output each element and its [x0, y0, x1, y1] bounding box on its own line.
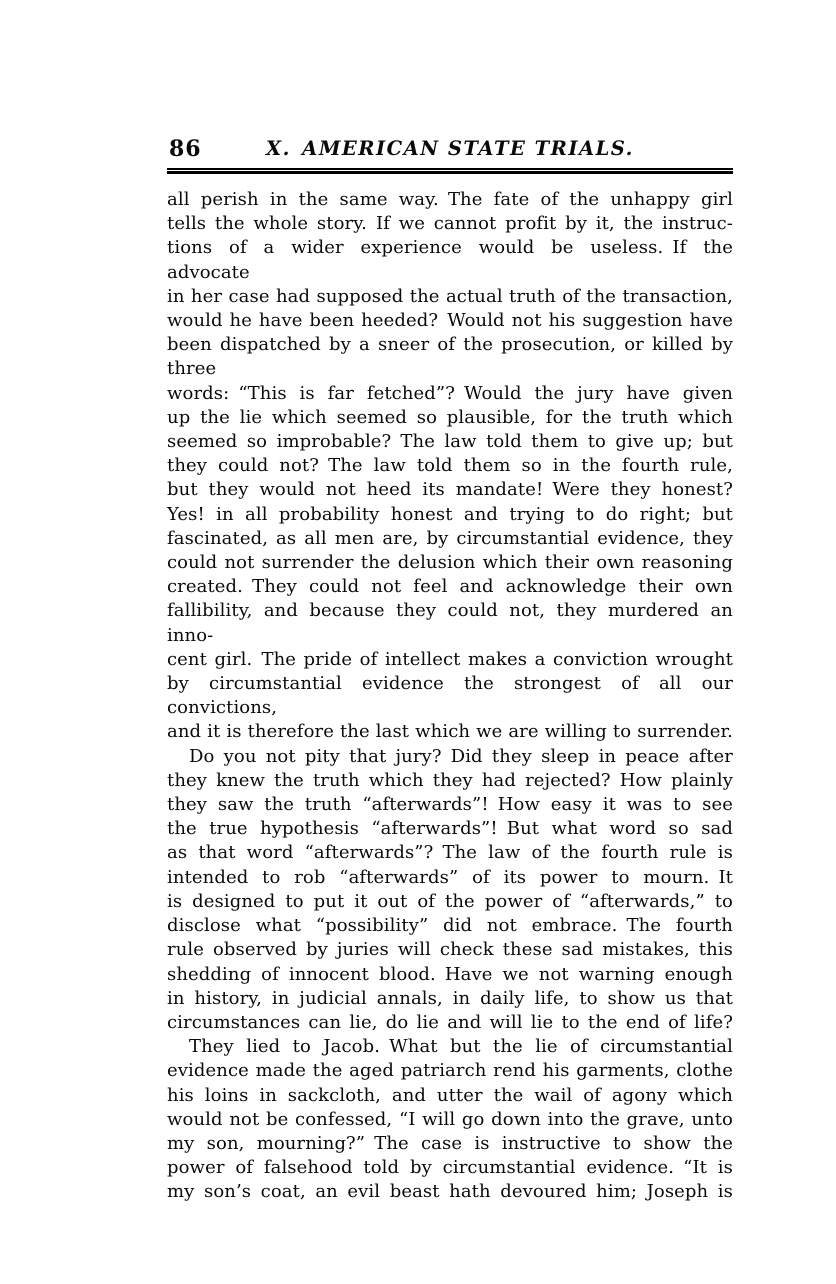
text-line: is designed to put it out of the power of “afterwards,” to: [167, 890, 733, 912]
text-line: and it is therefore the last which we are willing to surrender.: [167, 721, 733, 743]
text-line: all perish in the same way. The fate of the unhappy girl: [167, 189, 733, 210]
text-line: they knew the truth which they had rejected? How plainly: [167, 769, 733, 791]
text-line: Do you not pity that jury? Did they sleep in peace after: [189, 745, 733, 767]
text-line: would not be confessed, “I will go down into the grave, unto: [167, 1108, 733, 1130]
text-line: been dispatched by a sneer of the prosecution, or killed by three: [167, 334, 733, 380]
paragraph: [167, 1035, 733, 1204]
text-block: [167, 134, 733, 1205]
text-line: circumstances can lie, do lie and will lie to the end of life?: [167, 1011, 733, 1033]
text-line: his loins in sackcloth, and utter the wail of agony which: [167, 1084, 733, 1106]
text-line: words: “This is far fetched”? Would the jury have given: [167, 382, 733, 404]
text-line: they saw the truth “afterwards”! How easy it was to see: [167, 794, 733, 816]
text-line: but they would not heed its mandate! Were they honest?: [167, 479, 733, 501]
text-line: as that word “afterwards”? The law of the fourth rule is: [167, 842, 733, 864]
page-number: 86: [169, 136, 202, 162]
page-header: [167, 134, 733, 166]
text-line: fascinated, as all men are, by circumstantial evidence, they: [167, 527, 733, 549]
text-line: intended to rob “afterwards” of its power to mourn. It: [167, 866, 733, 888]
text-line: They lied to Jacob. What but the lie of circumstantial: [189, 1036, 733, 1058]
text-line: tells the whole story. If we cannot profit by it, the instruc-: [167, 213, 733, 235]
text-line: up the lie which seemed so plausible, for the truth which: [167, 406, 733, 428]
text-line: tions of a wider experience would be useless. If the advocate: [167, 237, 733, 283]
paragraph: [167, 745, 733, 1035]
text-line: fallibility, and because they could not, they murdered an inno-: [167, 600, 733, 646]
text-line: seemed so improbable? The law told them to give up; but: [167, 431, 733, 453]
text-line: evidence made the aged patriarch rend his garments, clothe: [167, 1060, 733, 1082]
body-text: [167, 188, 733, 1205]
text-line: by circumstantial evidence the strongest of all our convictions,: [167, 673, 733, 719]
text-line: the true hypothesis “afterwards”! But what word so sad: [167, 818, 733, 840]
text-line: disclose what “possibility” did not embrace. The fourth: [167, 915, 733, 937]
text-line: power of falsehood told by circumstantial evidence. “It is: [167, 1157, 733, 1179]
text-line: could not surrender the delusion which their own reasoning: [167, 552, 733, 574]
text-line: they could not? The law told them so in the fourth rule,: [167, 455, 733, 477]
text-line: cent girl. The pride of intellect makes a conviction wrought: [167, 648, 733, 670]
text-line: Yes! in all probability honest and trying to do right; but: [167, 503, 733, 525]
text-line: my son, mourning?” The case is instructive to show the: [167, 1132, 733, 1154]
paragraph: [167, 188, 733, 745]
text-line: in her case had supposed the actual truth of the transaction,: [167, 285, 733, 307]
text-line: shedding of innocent blood. Have we not warning enough: [167, 963, 733, 985]
text-line: created. They could not feel and acknowledge their own: [167, 576, 733, 598]
text-line: in history, in judicial annals, in daily life, to show us that: [167, 987, 733, 1009]
text-line: my son’s coat, an evil beast hath devoured him; Joseph is: [167, 1181, 733, 1203]
text-line: would he have been heeded? Would not his suggestion have: [167, 310, 733, 332]
header-rule: [167, 168, 733, 174]
text-line: rule observed by juries will check these sad mistakes, this: [167, 939, 733, 961]
running-title: X. AMERICAN STATE TRIALS.: [266, 137, 634, 160]
